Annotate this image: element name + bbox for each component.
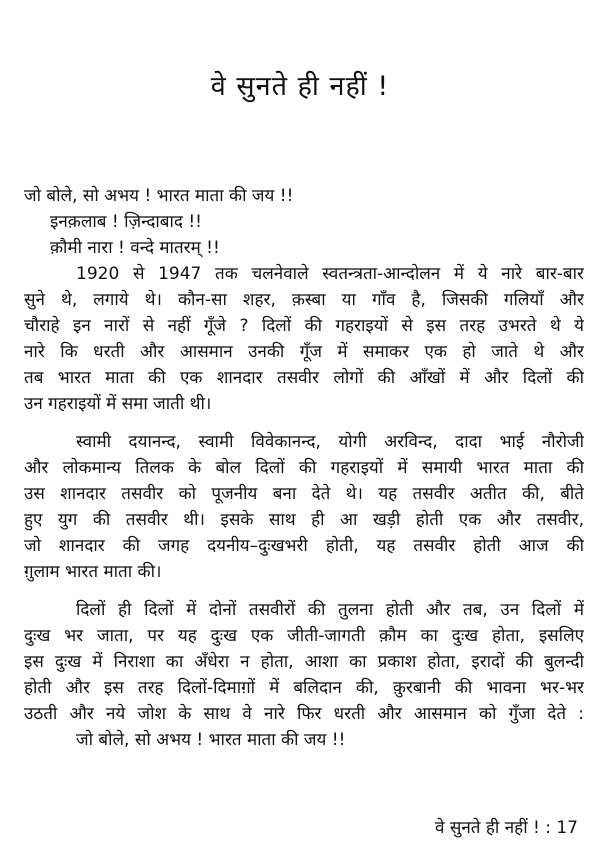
text-line: ग़ुलाम भारत माता की। — [24, 562, 162, 582]
chapter-title: वे सुनते ही नहीं ! — [210, 71, 390, 102]
text-line: तब भारत माता की एक शानदार तसवीर लोगों की आँखों में और दिलों की — [24, 368, 584, 388]
text-line: नारे कि धरती और आसमान उनकी गूँज में समाकर एक हो जाते थे और — [24, 342, 584, 362]
footer-separator: : — [545, 818, 551, 838]
text-line: उस शानदार तसवीर को पूजनीय बना देते थे। यह तसवीर अतीत की, बीते — [24, 484, 584, 504]
text-line: स्वामी दयानन्द, स्वामी विवेकानन्द, योगी अरविन्द, दादा भाई नौरोजी — [76, 432, 584, 452]
text-line: इस दुःख में निराशा का अँधेरा न होता, आशा का प्रकाश होता, इरादों की बुलन्दी — [24, 652, 584, 672]
text-line: दुःख भर जाता, पर यह दुःख एक जीती-जागती क़ौम का दुःख होता, इसलिए — [24, 626, 584, 646]
text-line: सुने थे, लगाये थे। कौन-सा शहर, क़स्बा या गाँव है, जिसकी गलियाँ और — [24, 290, 584, 310]
text-line: 1920 से 1947 तक चलनेवाले स्वतन्त्रता-आन्दोलन में ये नारे बार-बार — [76, 264, 584, 284]
page-number: 17 — [556, 818, 578, 838]
text-line: हुए युग की तसवीर थी। इसके साथ ही आ खड़ी होती एक और तसवीर, — [24, 510, 584, 530]
running-title: वे सुनते ही नहीं ! — [435, 818, 540, 838]
text-line: उठती और नये जोश के साथ वे नारे फिर धरती और आसमान को गुँजा देते : — [24, 704, 584, 724]
body-text — [24, 183, 584, 753]
text-line: जो शानदार की जगह दयनीय–दुःखभरी होती, यह तसवीर होती आज की — [24, 536, 584, 556]
text-line: और लोकमान्य तिलक के बोल दिलों की गहराइयों में समायी भारत माता की — [24, 458, 584, 478]
text-line: जो बोले, सो अभय ! भारत माता की जय !! — [76, 730, 346, 750]
text-line: होती और इस तरह दिलों-दिमाग़ों में बलिदान की, क़ुरबानी की भावना भर-भर — [24, 678, 584, 698]
text-line: क़ौमी नारा ! वन्दे मातरम् !! — [50, 238, 220, 258]
text-line: जो बोले, सो अभय ! भारत माता की जय !! — [24, 186, 294, 206]
text-line: दिलों ही दिलों में दोनों तसवीरों की तुलना होती और तब, उन दिलों में — [76, 600, 584, 620]
text-line: उन गहराइयों में समा जाती थी। — [24, 394, 212, 414]
text-line: इनक़लाब ! ज़िन्दाबाद !! — [50, 212, 202, 232]
page-footer — [435, 815, 578, 838]
text-line: चौराहे इन नारों से नहीं गूँजे ? दिलों की गहराइयों से इस तरह उभरते थे ये — [24, 316, 584, 336]
